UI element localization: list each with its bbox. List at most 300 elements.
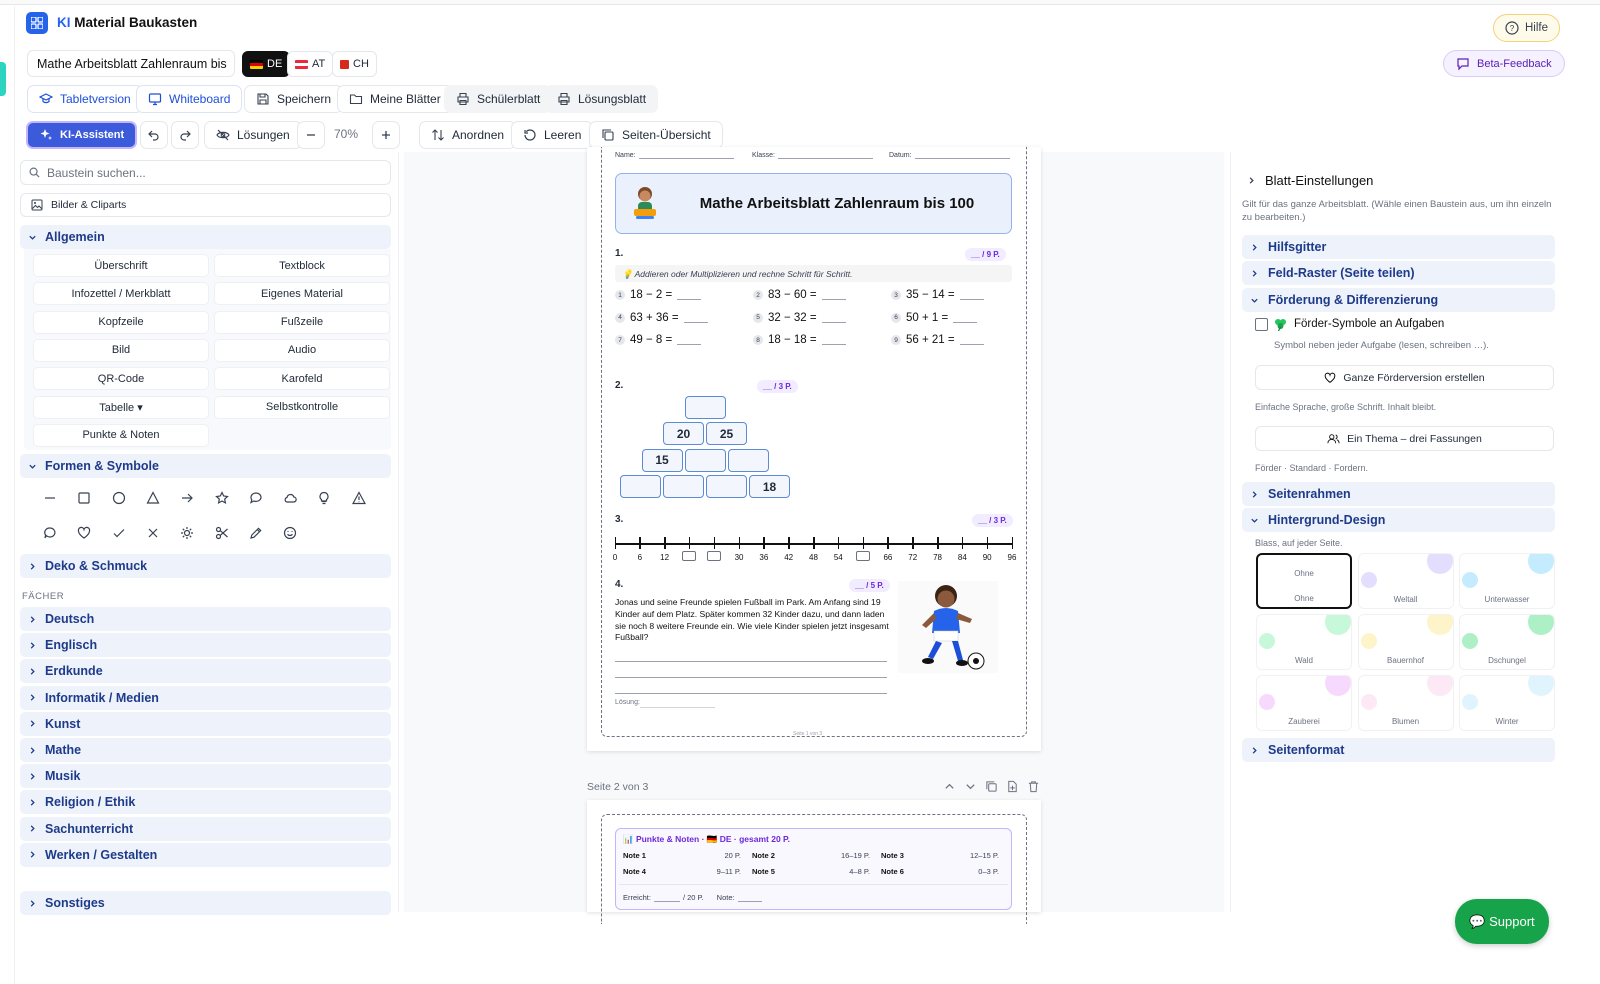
subject-label: Erdkunde [45, 664, 103, 679]
chevron-right-icon [1250, 490, 1259, 499]
subject-item[interactable] [20, 764, 391, 788]
section-shapes-header[interactable] [20, 454, 391, 478]
whiteboard-label: Whiteboard [169, 92, 231, 106]
subject-item[interactable] [20, 633, 391, 657]
block-tile[interactable]: Tabelle ▾ [33, 396, 209, 419]
shape-button[interactable] [276, 484, 304, 512]
page-overview-button[interactable] [589, 121, 723, 149]
sparkles-icon [39, 128, 53, 142]
background-decoration [1259, 633, 1275, 649]
check-icon [112, 526, 126, 540]
chevron-right-icon [1247, 176, 1256, 185]
equation-item [753, 289, 846, 301]
equation-item [891, 334, 984, 346]
answer-blank[interactable] [684, 313, 708, 323]
printer-icon [456, 92, 470, 106]
background-option[interactable] [1459, 553, 1555, 609]
number-line-label: 54 [833, 553, 843, 562]
subject-item[interactable] [20, 843, 391, 867]
section-frame-title: Seitenrahmen [1268, 487, 1351, 501]
subject-item[interactable] [20, 686, 391, 710]
equation-item [615, 312, 708, 324]
number-line-label: 48 [809, 553, 818, 562]
full-support-version-button[interactable] [1255, 365, 1554, 390]
chevron-right-icon [28, 772, 37, 781]
task1-points-badge: __ / 9 P. [965, 248, 1006, 261]
shape-button[interactable] [345, 484, 373, 512]
background-option-label: Bauernhof [1387, 656, 1424, 665]
subject-item[interactable] [20, 738, 391, 762]
background-option[interactable] [1459, 675, 1555, 731]
subject-label: Deutsch [45, 612, 95, 626]
number-line-tick [664, 537, 666, 549]
number-line-blank[interactable] [682, 551, 696, 561]
number-line-tick [763, 537, 765, 549]
subject-item[interactable] [20, 607, 391, 631]
chevron-down-icon [28, 233, 37, 242]
line-icon [43, 491, 57, 505]
browser-top-strip [0, 0, 1600, 5]
grade-label: Note: [716, 893, 735, 902]
images-cliparts-button[interactable] [20, 193, 391, 217]
chevron-right-icon [28, 798, 37, 807]
lang-at-label: AT [312, 58, 326, 70]
solution-sheet-label: Lösungsblatt [578, 92, 647, 106]
equation-number: 4 [615, 313, 625, 323]
background-decoration [1259, 694, 1275, 710]
equation-item [615, 334, 701, 346]
background-option[interactable] [1358, 614, 1454, 670]
background-option[interactable] [1256, 614, 1352, 670]
answer-blank[interactable] [677, 335, 701, 345]
pyramid-cell[interactable]: 15 [642, 449, 683, 472]
class-field[interactable] [752, 152, 873, 159]
section-shapes-title: Formen & Symbole [45, 459, 159, 473]
pyramid-cell[interactable] [685, 449, 726, 472]
chevron-right-icon [28, 641, 37, 650]
smiley-icon [283, 526, 297, 540]
class-label: Klasse: [752, 152, 775, 159]
answer-blank[interactable] [953, 313, 977, 323]
section-bg-title: Hintergrund-Design [1268, 513, 1386, 527]
number-line-label: 66 [883, 553, 893, 562]
chevron-down-icon [1250, 296, 1259, 305]
lang-ch-label: CH [353, 58, 369, 70]
solutions-toggle-button[interactable] [204, 121, 302, 149]
section-deko-header[interactable] [20, 554, 391, 578]
document-title-input[interactable]: Mathe Arbeitsblatt Zahlenraum bis [27, 50, 235, 77]
task1-number: 1. [615, 248, 624, 259]
background-option-label: Zauberei [1288, 717, 1320, 726]
triangle-icon [146, 491, 160, 505]
section-general-title: Allgemein [45, 230, 105, 244]
background-decoration [1427, 553, 1453, 574]
block-tile[interactable]: Bild [33, 339, 209, 362]
shape-button[interactable] [105, 519, 133, 547]
answer-blank[interactable] [822, 290, 846, 300]
save-icon [256, 92, 270, 106]
three-versions-note: Förder · Standard · Fordern. [1255, 463, 1369, 473]
chevron-right-icon [1250, 243, 1259, 252]
block-tile[interactable]: Selbstkontrolle [214, 396, 390, 419]
number-line-tick [838, 537, 840, 549]
number-line-label: 78 [933, 553, 943, 562]
flag-de-icon [250, 60, 263, 69]
shape-button[interactable] [208, 519, 236, 547]
support-symbols-checkbox[interactable] [1255, 318, 1268, 331]
answer-blank[interactable] [822, 313, 846, 323]
block-tile[interactable]: Fußzeile [214, 311, 390, 334]
block-tile[interactable]: QR-Code [33, 367, 209, 390]
section-other-title: Sonstiges [45, 896, 105, 910]
number-line-blank[interactable] [856, 551, 870, 561]
section-format-header[interactable] [1242, 738, 1555, 762]
support-symbols-label: Förder-Symbole an Aufgaben [1294, 318, 1445, 330]
heart-icon [77, 526, 91, 540]
file-plus-icon[interactable] [1006, 780, 1019, 793]
subject-label: Musik [45, 769, 81, 784]
shape-button[interactable] [208, 484, 236, 512]
ai-assistant-label: KI-Assistent [60, 129, 125, 141]
number-line-tick [987, 537, 989, 549]
block-tile[interactable]: Karofeld [214, 367, 390, 390]
block-tile[interactable]: Überschrift [33, 254, 209, 277]
shape-button[interactable] [139, 484, 167, 512]
section-grid-header[interactable] [1242, 235, 1555, 259]
shape-button[interactable] [173, 519, 201, 547]
my-sheets-button[interactable] [337, 85, 453, 113]
chevron-down-icon [28, 462, 37, 471]
chevron-right-icon [28, 719, 37, 728]
three-versions-label: Ein Thema – drei Fassungen [1347, 432, 1482, 445]
block-tile[interactable]: Kopfzeile [33, 311, 209, 334]
block-tile[interactable]: Textblock [214, 254, 390, 277]
beta-feedback-button[interactable] [1443, 50, 1565, 77]
side-tab[interactable] [0, 62, 6, 96]
equation-text: 18 − 18 = [768, 334, 817, 346]
section-frame-header[interactable] [1242, 482, 1555, 506]
equation-item [615, 289, 701, 301]
shape-button[interactable] [36, 519, 64, 547]
section-grid-title: Hilfsgitter [1268, 240, 1327, 254]
task4-number: 4. [615, 579, 624, 590]
worksheet-title: Mathe Arbeitsblatt Zahlenraum bis 100 [699, 195, 975, 212]
chevron-right-icon [1250, 269, 1259, 278]
date-label: Datum: [889, 152, 912, 159]
background-option[interactable] [1358, 553, 1454, 609]
ai-assistant-button[interactable] [26, 121, 137, 149]
subject-item[interactable] [20, 790, 391, 814]
chevron-down-icon [1250, 516, 1259, 525]
block-tile[interactable]: Punkte & Noten [33, 424, 209, 447]
chevron-right-icon [28, 899, 37, 908]
grade-range: 12–15 P. [969, 851, 999, 860]
number-line-label: 12 [660, 553, 670, 562]
lang-de-label: DE [267, 58, 283, 70]
block-tile[interactable]: Infozettel / Merkblatt [33, 282, 209, 305]
equation-text: 63 + 36 = [630, 311, 679, 324]
pyramid-cell[interactable] [663, 475, 704, 498]
subject-item[interactable] [20, 659, 391, 683]
arrow-right-icon [180, 491, 194, 505]
background-option-label: Unterwasser [1484, 595, 1530, 604]
block-tile[interactable]: Audio [214, 339, 390, 362]
subject-item[interactable] [20, 712, 391, 736]
lightbulb-icon [317, 491, 331, 505]
number-line-blank[interactable] [707, 551, 721, 561]
number-line-tick [1012, 537, 1014, 549]
chevron-right-icon [28, 746, 37, 755]
equation-number: 2 [753, 290, 763, 300]
task3-number: 3. [615, 514, 624, 525]
grading-title: 📊 Punkte & Noten · 🇩🇪 DE · gesamt 20 P. [623, 834, 790, 844]
number-line-label: 30 [734, 553, 744, 562]
full-support-note: Einfache Sprache, große Schrift. Inhalt bleibt. [1255, 402, 1437, 412]
equation-item [753, 312, 846, 324]
chevron-down-icon[interactable] [964, 780, 977, 793]
pyramid-cell[interactable]: 18 [749, 475, 790, 498]
redo-button[interactable] [171, 121, 199, 149]
grade-label: Note 6 [881, 867, 904, 876]
block-search-input[interactable] [20, 160, 391, 185]
graduation-cap-icon [39, 92, 53, 106]
answer-blank[interactable] [960, 335, 984, 345]
grid-icon [31, 17, 43, 29]
zoom-out-button[interactable] [297, 121, 325, 149]
pyramid-cell[interactable] [728, 449, 769, 472]
lang-at-button[interactable] [287, 51, 333, 77]
achieved-label: Erreicht: [623, 893, 651, 902]
page-overview-label: Seiten-Übersicht [622, 128, 711, 142]
number-line-tick [615, 537, 617, 549]
section-support-header[interactable] [1242, 288, 1555, 312]
app-title-accent: KI [57, 15, 71, 30]
shape-button[interactable] [139, 519, 167, 547]
number-line-label: 72 [908, 553, 918, 562]
grade-label: Note 5 [752, 867, 775, 876]
answer-line-1 [615, 661, 887, 662]
pyramid-cell[interactable]: 20 [663, 422, 704, 445]
save-button[interactable] [244, 85, 343, 113]
background-option-label: Blumen [1391, 717, 1420, 726]
background-decoration [1528, 553, 1554, 574]
answer-blank[interactable] [677, 290, 701, 300]
page2-controls [943, 780, 1040, 793]
grade-range: 20 P. [724, 851, 741, 860]
background-decoration [1325, 614, 1351, 635]
zoom-level: 70% [334, 127, 359, 141]
undo-button[interactable] [140, 121, 168, 149]
pyramid-cell[interactable] [685, 396, 726, 419]
background-decoration [1528, 614, 1554, 635]
subject-label: Werken / Gestalten [45, 847, 158, 862]
section-deko-title: Deko & Schmuck [45, 559, 148, 573]
message-icon [1456, 57, 1470, 71]
whiteboard-button[interactable] [136, 85, 242, 113]
number-line-label: 0 [612, 553, 618, 562]
chevron-right-icon [28, 562, 37, 571]
background-option[interactable] [1256, 675, 1352, 731]
reset-icon [523, 128, 537, 142]
name-label: Name: [615, 152, 636, 159]
answer-blank[interactable] [960, 290, 984, 300]
background-option-label: Winter [1495, 717, 1519, 726]
pyramid-cell[interactable]: 25 [706, 422, 747, 445]
settings-title: Blatt-Einstellungen [1265, 173, 1374, 188]
image-icon [31, 199, 43, 211]
shape-button[interactable] [70, 519, 98, 547]
app-logo [26, 12, 48, 34]
background-decoration [1361, 633, 1377, 649]
section-support-title: Förderung & Differenzierung [1268, 293, 1439, 307]
redo-icon [178, 128, 192, 142]
background-decoration [1427, 614, 1453, 635]
soccer-player-icon [898, 581, 998, 673]
subject-label: Sachunterricht [45, 821, 134, 836]
chevron-right-icon [1250, 746, 1259, 755]
achieved-total: / 20 P. [682, 893, 704, 902]
help-button[interactable] [1493, 14, 1560, 42]
student-sheet-label: Schülerblatt [477, 92, 541, 106]
app-title [57, 15, 197, 30]
name-field[interactable] [615, 152, 734, 159]
task1-instruction: 💡 Addieren oder Multiplizieren und rechne Schritt für Schritt. [615, 265, 1012, 282]
equation-text: 35 − 14 = [906, 289, 955, 301]
background-decoration [1325, 675, 1351, 696]
number-line-label: 36 [759, 553, 769, 562]
background-decoration [1427, 675, 1453, 696]
cloud-icon [283, 491, 297, 505]
number-line-tick [714, 537, 716, 549]
scissors-icon [215, 526, 229, 540]
search-icon [29, 167, 40, 178]
section-field-header[interactable] [1242, 261, 1555, 285]
help-label: Hilfe [1525, 22, 1549, 34]
subject-label: Informatik / Medien [45, 690, 159, 705]
monitor-icon [148, 92, 162, 106]
equation-number: 6 [891, 313, 901, 323]
background-option[interactable] [1358, 675, 1454, 731]
lang-de-button[interactable] [242, 51, 290, 77]
background-option-label: Weltall [1393, 595, 1418, 604]
equation-item [753, 334, 846, 346]
tablet-version-button[interactable] [27, 85, 143, 113]
number-line-tick [739, 537, 741, 549]
shape-button[interactable] [310, 484, 338, 512]
equation-text: 50 + 1 = [906, 311, 949, 324]
subject-label: Mathe [45, 743, 82, 757]
chevron-up-icon[interactable] [943, 780, 956, 793]
equation-text: 83 − 60 = [768, 289, 817, 301]
grade-label: Note 2 [752, 851, 775, 860]
beta-feedback-label: Beta-Feedback [1477, 57, 1552, 70]
background-option-label: Ohne [1294, 594, 1314, 603]
section-bg-header[interactable] [1242, 508, 1555, 532]
chevron-right-icon [28, 667, 37, 676]
number-line-label: 84 [957, 553, 967, 562]
number-line-tick [962, 537, 964, 549]
date-field[interactable] [889, 152, 1010, 159]
grade-range: 4–8 P. [849, 867, 870, 876]
shape-button[interactable] [105, 484, 133, 512]
background-decoration [1361, 572, 1377, 588]
chat-bubble-icon [43, 526, 57, 540]
lang-ch-button[interactable] [332, 51, 377, 77]
section-format-title: Seitenformat [1268, 743, 1345, 757]
shape-button[interactable] [173, 484, 201, 512]
trash-icon[interactable] [1027, 780, 1040, 793]
equation-number: 9 [891, 335, 901, 345]
grade-label: Note 3 [881, 851, 904, 860]
page1-footer: Seite 1 von 3 [793, 731, 823, 737]
subject-item[interactable] [20, 817, 391, 841]
support-button[interactable]: 💬 Support [1455, 899, 1549, 944]
solution-sheet-button[interactable] [545, 85, 658, 113]
subjects-heading: FÄCHER [22, 591, 65, 602]
task2-points-badge: __ / 3 P. [757, 380, 798, 393]
background-decoration [1462, 633, 1478, 649]
shape-button[interactable] [276, 519, 304, 547]
solution-line [640, 707, 715, 708]
tablet-version-label: Tabletversion [60, 92, 131, 106]
pyramid-cell[interactable] [706, 475, 747, 498]
student-sheet-button[interactable] [444, 85, 552, 113]
subject-label: Religion / Ethik [45, 795, 136, 810]
copy-icon [601, 128, 615, 142]
shape-button[interactable] [242, 519, 270, 547]
pyramid-cell[interactable] [620, 475, 661, 498]
equation-item [891, 312, 977, 324]
shape-button[interactable] [242, 484, 270, 512]
background-option[interactable] [1459, 614, 1555, 670]
duplicate-icon[interactable] [985, 780, 998, 793]
background-option[interactable] [1256, 553, 1352, 609]
flag-at-icon [295, 60, 308, 69]
three-versions-button[interactable] [1255, 426, 1554, 451]
clear-button[interactable] [511, 121, 593, 149]
equation-number: 1 [615, 290, 625, 300]
block-tile[interactable]: Eigenes Material [214, 282, 390, 305]
answer-blank[interactable] [822, 335, 846, 345]
help-circle-icon [1505, 21, 1519, 35]
number-line-tick [813, 537, 815, 549]
heart-icon [1324, 372, 1336, 384]
background-option-label: Dschungel [1488, 656, 1526, 665]
settings-header[interactable] [1247, 173, 1373, 188]
subject-label: Kunst [45, 716, 81, 731]
equation-text: 56 + 21 = [906, 334, 955, 346]
clear-label: Leeren [544, 128, 582, 142]
shape-button[interactable] [70, 484, 98, 512]
section-field-title: Feld-Raster (Seite teilen) [1268, 266, 1415, 280]
app-title-rest: Material Baukasten [70, 15, 198, 30]
bg-note: Blass, auf jeder Seite. [1255, 538, 1343, 548]
folder-icon [349, 92, 363, 106]
grading-divider [619, 884, 1008, 885]
sort-icon [431, 128, 445, 142]
arrange-label: Anordnen [452, 128, 505, 142]
shape-button[interactable] [36, 484, 64, 512]
section-general-header[interactable] [20, 225, 391, 249]
zoom-in-button[interactable] [372, 121, 400, 149]
undo-icon [147, 128, 161, 142]
speech-bubble-icon [249, 491, 263, 505]
equation-number: 3 [891, 290, 901, 300]
equation-item [891, 289, 984, 301]
arrange-button[interactable] [419, 121, 516, 149]
pencil-icon [249, 526, 263, 540]
section-other-header[interactable] [20, 891, 391, 915]
